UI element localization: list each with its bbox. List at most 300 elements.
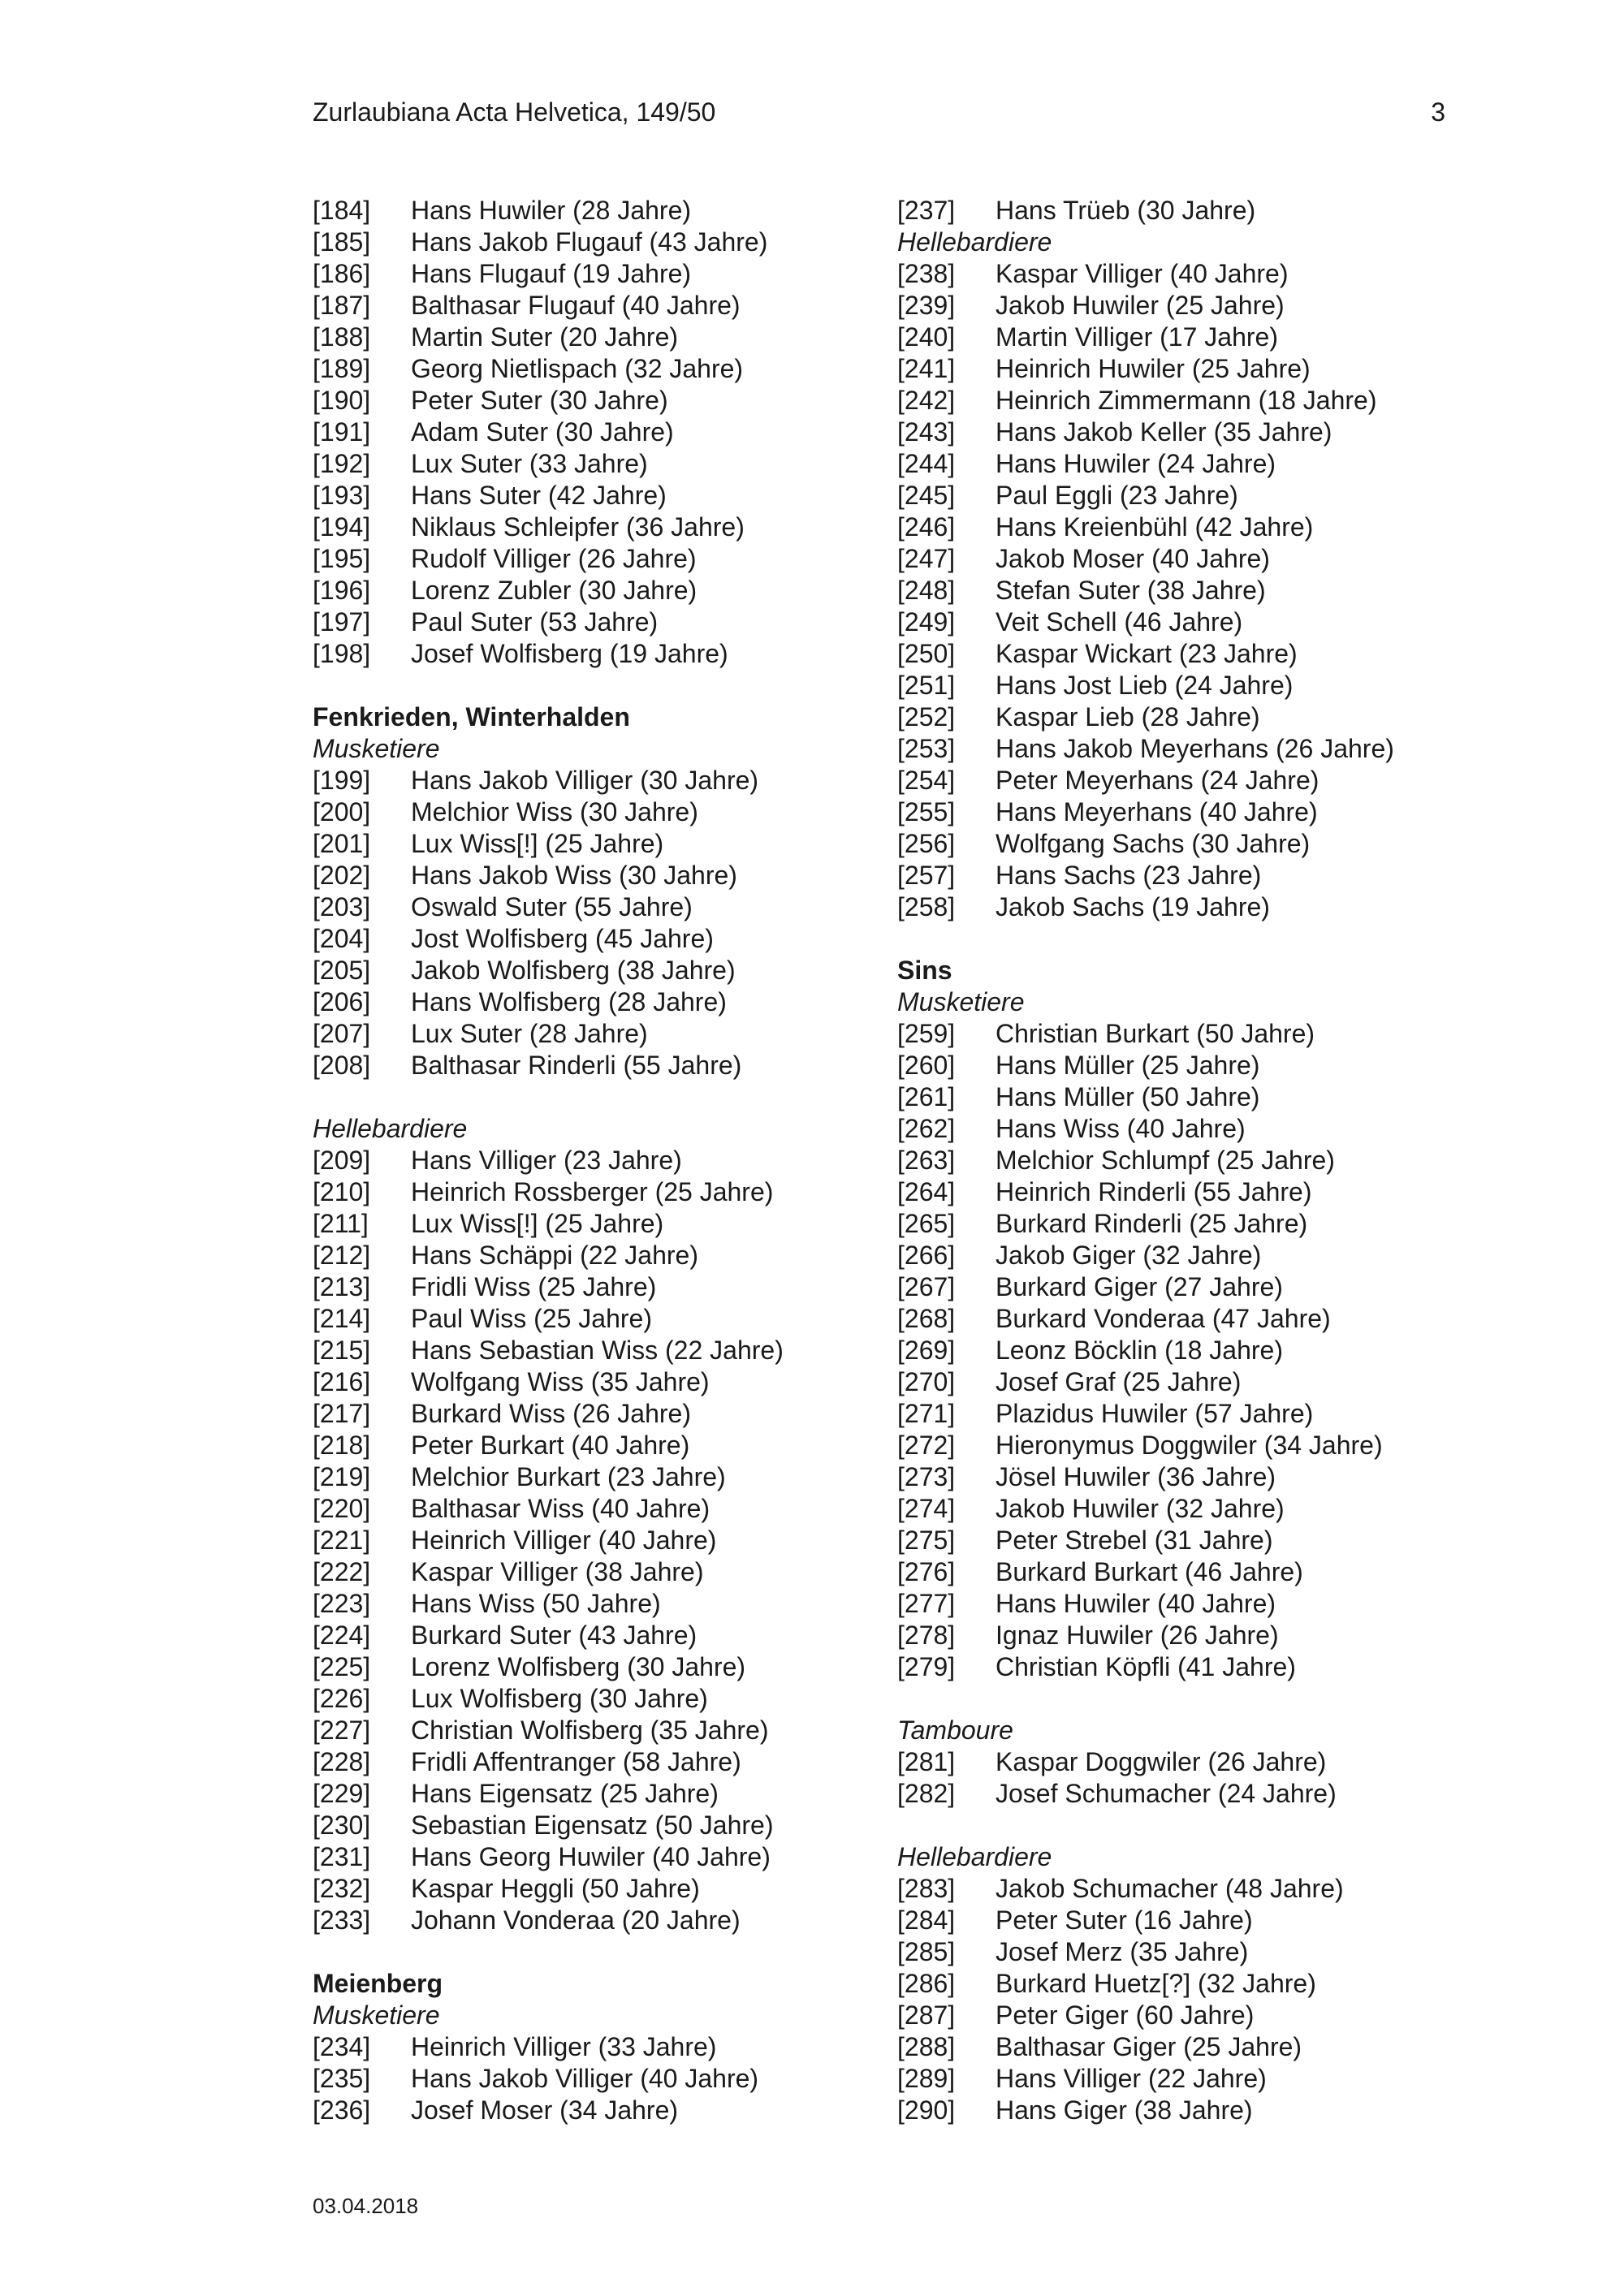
list-item <box>313 1873 849 1905</box>
entry-text: Martin Suter (20 Jahre) <box>411 322 679 352</box>
list-item <box>897 2063 1449 2095</box>
entry-number: [277] <box>897 1589 956 1618</box>
list-item <box>313 1620 849 1651</box>
entry-number: [207] <box>313 1019 371 1048</box>
entry-text: Peter Meyerhans (24 Jahre) <box>996 766 1320 795</box>
list-item <box>313 480 849 511</box>
entry-text: Lux Wiss[!] (25 Jahre) <box>411 1209 664 1238</box>
entry-number: [243] <box>897 417 956 447</box>
entry-text: Kaspar Heggli (50 Jahre) <box>411 1874 700 1903</box>
subsection-label: Hellebardiere <box>313 1114 468 1143</box>
entry-number: [232] <box>313 1874 371 1903</box>
entry-text: Hieronymus Doggwiler (34 Jahre) <box>996 1431 1383 1460</box>
entry-text: Paul Wiss (25 Jahre) <box>411 1304 652 1333</box>
entry-text: Josef Schumacher (24 Jahre) <box>996 1779 1337 1808</box>
entry-text: Stefan Suter (38 Jahre) <box>996 576 1266 605</box>
list-item <box>313 891 849 923</box>
list-item <box>313 1335 849 1366</box>
entry-number: [253] <box>897 734 956 763</box>
entry-number: [219] <box>313 1462 371 1491</box>
entry-text: Burkard Wiss (26 Jahre) <box>411 1399 691 1428</box>
entry-number: [196] <box>313 576 371 605</box>
entry-number: [259] <box>897 1019 956 1048</box>
entry-text: Hans Suter (42 Jahre) <box>411 481 667 510</box>
entry-text: Hans Huwiler (24 Jahre) <box>996 449 1276 478</box>
list-item <box>313 195 849 227</box>
entry-number: [258] <box>897 892 956 921</box>
entry-number: [262] <box>897 1114 956 1143</box>
list-item <box>313 1493 849 1525</box>
blank-line <box>897 923 1449 955</box>
entry-text: Ignaz Huwiler (26 Jahre) <box>996 1621 1279 1650</box>
entry-text: Josef Graf (25 Jahre) <box>996 1367 1242 1396</box>
entry-number: [242] <box>897 386 956 415</box>
entry-number: [256] <box>897 829 956 858</box>
entry-text: Georg Nietlispach (32 Jahre) <box>411 354 744 383</box>
entry-text: Burkard Huetz[?] (32 Jahre) <box>996 1969 1316 1998</box>
blank-line <box>897 1810 1449 1841</box>
entry-number: [261] <box>897 1082 956 1111</box>
list-item <box>313 860 849 891</box>
entry-text: Jakob Schumacher (48 Jahre) <box>996 1874 1344 1903</box>
entry-text: Hans Sachs (23 Jahre) <box>996 861 1262 890</box>
entry-text: Fridli Affentranger (58 Jahre) <box>411 1747 741 1776</box>
list-item <box>313 1778 849 1810</box>
list-item <box>897 1176 1449 1208</box>
entry-text: Hans Trüeb (30 Jahre) <box>996 196 1256 225</box>
entry-text: Hans Jakob Wiss (30 Jahre) <box>411 861 737 890</box>
entry-number: [231] <box>313 1842 371 1871</box>
list-item <box>313 1303 849 1335</box>
entry-text: Leonz Böcklin (18 Jahre) <box>996 1336 1283 1365</box>
list-item <box>313 1018 849 1050</box>
entry-number: [264] <box>897 1177 956 1206</box>
entry-text: Hans Kreienbühl (42 Jahre) <box>996 512 1314 542</box>
list-item <box>897 828 1449 860</box>
entry-number: [283] <box>897 1874 956 1903</box>
list-item <box>897 1936 1449 1968</box>
blank-line <box>313 670 849 701</box>
entry-number: [269] <box>897 1336 956 1365</box>
entry-number: [203] <box>313 892 371 921</box>
entry-text: Peter Suter (16 Jahre) <box>996 1905 1253 1935</box>
list-item <box>897 195 1449 227</box>
left-column <box>313 195 849 2126</box>
entry-text: Veit Schell (46 Jahre) <box>996 607 1243 637</box>
entry-text: Balthasar Giger (25 Jahre) <box>996 2032 1302 2061</box>
entry-number: [238] <box>897 259 956 288</box>
subsection-label: Musketiere <box>897 987 1025 1016</box>
list-item <box>897 1398 1449 1430</box>
list-item <box>313 1588 849 1620</box>
entry-text: Hans Jakob Keller (35 Jahre) <box>996 417 1332 447</box>
entry-text: Peter Suter (30 Jahre) <box>411 386 668 415</box>
entry-text: Hans Schäppi (22 Jahre) <box>411 1241 698 1270</box>
list-item <box>897 1905 1449 1936</box>
list-item <box>897 1145 1449 1176</box>
entry-number: [194] <box>313 512 371 542</box>
entry-text: Wolfgang Wiss (35 Jahre) <box>411 1367 710 1396</box>
entry-number: [285] <box>897 1937 956 1966</box>
entry-number: [192] <box>313 449 371 478</box>
entry-number: [245] <box>897 481 956 510</box>
entry-number: [287] <box>897 2000 956 2030</box>
entry-text: Lux Suter (33 Jahre) <box>411 449 648 478</box>
entry-text: Josef Moser (34 Jahre) <box>411 2095 679 2125</box>
subsection-label: Musketiere <box>313 2000 440 2030</box>
entry-number: [198] <box>313 639 371 668</box>
entry-text: Fridli Wiss (25 Jahre) <box>411 1272 657 1301</box>
list-item <box>313 986 849 1018</box>
entry-number: [191] <box>313 417 371 447</box>
list-item <box>897 765 1449 796</box>
list-item <box>313 543 849 575</box>
list-item <box>897 1113 1449 1145</box>
list-item <box>897 670 1449 701</box>
entry-number: [200] <box>313 797 371 826</box>
entry-text: Hans Jakob Flugauf (43 Jahre) <box>411 227 768 257</box>
entry-number: [263] <box>897 1146 956 1175</box>
list-item <box>313 511 849 543</box>
entry-number: [189] <box>313 354 371 383</box>
entry-text: Kaspar Villiger (40 Jahre) <box>996 259 1289 288</box>
entry-number: [226] <box>313 1684 371 1713</box>
list-item <box>897 1018 1449 1050</box>
list-item <box>897 290 1449 322</box>
entry-number: [254] <box>897 766 956 795</box>
entry-text: Kaspar Wickart (23 Jahre) <box>996 639 1298 668</box>
list-item <box>897 1493 1449 1525</box>
list-item <box>897 2000 1449 2031</box>
list-item <box>897 1335 1449 1366</box>
entry-number: [247] <box>897 544 956 573</box>
entry-number: [265] <box>897 1209 956 1238</box>
entry-number: [187] <box>313 291 371 320</box>
entry-text: Burkard Rinderli (25 Jahre) <box>996 1209 1308 1238</box>
entry-text: Peter Giger (60 Jahre) <box>996 2000 1255 2030</box>
list-item <box>313 353 849 385</box>
entry-text: Hans Wiss (50 Jahre) <box>411 1589 661 1618</box>
entry-text: Hans Huwiler (28 Jahre) <box>411 196 692 225</box>
entry-text: Burkard Giger (27 Jahre) <box>996 1272 1283 1301</box>
entry-number: [202] <box>313 861 371 890</box>
entry-text: Christian Burkart (50 Jahre) <box>996 1019 1315 1048</box>
entry-number: [241] <box>897 354 956 383</box>
entry-text: Peter Burkart (40 Jahre) <box>411 1431 690 1460</box>
entry-number: [205] <box>313 956 371 985</box>
entry-number: [206] <box>313 987 371 1016</box>
entry-text: Heinrich Villiger (40 Jahre) <box>411 1526 717 1555</box>
list-item <box>897 606 1449 638</box>
list-item <box>313 923 849 955</box>
entry-number: [221] <box>313 1526 371 1555</box>
list-item <box>313 2095 849 2126</box>
list-item <box>897 1968 1449 2000</box>
entry-text: Josef Merz (35 Jahre) <box>996 1937 1249 1966</box>
entry-number: [244] <box>897 449 956 478</box>
entry-number: [251] <box>897 671 956 700</box>
list-item <box>897 416 1449 448</box>
entry-text: Kaspar Lieb (28 Jahre) <box>996 702 1260 732</box>
entry-text: Adam Suter (30 Jahre) <box>411 417 674 447</box>
entry-text: Hans Eigensatz (25 Jahre) <box>411 1779 719 1808</box>
list-item <box>313 1715 849 1746</box>
entry-number: [246] <box>897 512 956 542</box>
list-item <box>897 1778 1449 1810</box>
entry-text: Melchior Burkart (23 Jahre) <box>411 1462 726 1491</box>
entry-text: Rudolf Villiger (26 Jahre) <box>411 544 697 573</box>
entry-number: [208] <box>313 1051 371 1080</box>
entry-text: Hans Jost Lieb (24 Jahre) <box>996 671 1294 700</box>
entry-text: Hans Sebastian Wiss (22 Jahre) <box>411 1336 784 1365</box>
list-item <box>313 1398 849 1430</box>
entry-number: [233] <box>313 1905 371 1935</box>
entry-number: [252] <box>897 702 956 732</box>
list-item <box>897 1240 1449 1271</box>
entry-text: Burkard Suter (43 Jahre) <box>411 1621 698 1650</box>
list-item <box>897 733 1449 765</box>
entry-number: [224] <box>313 1621 371 1650</box>
entry-number: [268] <box>897 1304 956 1333</box>
entry-number: [223] <box>313 1589 371 1618</box>
entry-number: [290] <box>897 2095 956 2125</box>
entry-number: [239] <box>897 291 956 320</box>
entry-text: Heinrich Rinderli (55 Jahre) <box>996 1177 1312 1206</box>
entry-number: [190] <box>313 386 371 415</box>
entry-text: Paul Suter (53 Jahre) <box>411 607 659 637</box>
list-item <box>313 322 849 353</box>
entry-text: Lux Suter (28 Jahre) <box>411 1019 648 1048</box>
list-item <box>897 1366 1449 1398</box>
blank-line <box>897 1683 1449 1715</box>
entry-number: [217] <box>313 1399 371 1428</box>
entry-number: [266] <box>897 1241 956 1270</box>
list-item <box>313 575 849 606</box>
entry-number: [249] <box>897 607 956 637</box>
entry-number: [271] <box>897 1399 956 1428</box>
list-item <box>897 1050 1449 1081</box>
list-item <box>313 1746 849 1778</box>
entry-number: [220] <box>313 1494 371 1523</box>
entry-number: [273] <box>897 1462 956 1491</box>
list-item <box>897 1525 1449 1556</box>
list-item <box>313 1905 849 1936</box>
entry-text: Niklaus Schleipfer (36 Jahre) <box>411 512 745 542</box>
list-item <box>897 2095 1449 2126</box>
list-item <box>313 828 849 860</box>
entry-text: Lux Wolfisberg (30 Jahre) <box>411 1684 708 1713</box>
entry-text: Kaspar Doggwiler (26 Jahre) <box>996 1747 1327 1776</box>
list-item <box>897 480 1449 511</box>
entry-number: [267] <box>897 1272 956 1301</box>
entry-text: Hans Villiger (22 Jahre) <box>996 2064 1267 2093</box>
list-item <box>897 701 1449 733</box>
entry-text: Christian Wolfisberg (35 Jahre) <box>411 1716 769 1745</box>
list-item <box>313 1810 849 1841</box>
entry-text: Melchior Schlumpf (25 Jahre) <box>996 1146 1335 1175</box>
list-item <box>313 227 849 258</box>
list-item <box>897 1556 1449 1588</box>
list-item <box>313 385 849 416</box>
list-item <box>897 891 1449 923</box>
entry-text: Wolfgang Sachs (30 Jahre) <box>996 829 1311 858</box>
entry-text: Lorenz Wolfisberg (30 Jahre) <box>411 1652 746 1681</box>
entry-number: [213] <box>313 1272 371 1301</box>
entry-text: Hans Jakob Villiger (40 Jahre) <box>411 2064 759 2093</box>
subsection-label: Tamboure <box>897 1716 1013 1745</box>
list-item <box>897 1081 1449 1113</box>
entry-number: [228] <box>313 1747 371 1776</box>
entry-text: Heinrich Zimmermann (18 Jahre) <box>996 386 1377 415</box>
list-item <box>313 1176 849 1208</box>
list-item <box>313 2031 849 2063</box>
entry-number: [199] <box>313 766 371 795</box>
entry-number: [227] <box>313 1716 371 1745</box>
list-item <box>313 765 849 796</box>
entry-number: [270] <box>897 1367 956 1396</box>
entry-text: Hans Wolfisberg (28 Jahre) <box>411 987 727 1016</box>
page-number: 3 <box>1431 97 1445 127</box>
entry-number: [255] <box>897 797 956 826</box>
entry-text: Balthasar Rinderli (55 Jahre) <box>411 1051 742 1080</box>
entry-number: [229] <box>313 1779 371 1808</box>
entry-text: Jakob Sachs (19 Jahre) <box>996 892 1270 921</box>
entry-number: [289] <box>897 2064 956 2093</box>
list-item <box>897 796 1449 828</box>
subsection-label: Hellebardiere <box>897 1842 1052 1871</box>
entry-number: [185] <box>313 227 371 257</box>
entry-text: Balthasar Wiss (40 Jahre) <box>411 1494 710 1523</box>
entry-text: Oswald Suter (55 Jahre) <box>411 892 693 921</box>
list-item <box>313 416 849 448</box>
blank-line <box>313 1081 849 1113</box>
entry-number: [250] <box>897 639 956 668</box>
entry-number: [260] <box>897 1051 956 1080</box>
entry-number: [257] <box>897 861 956 890</box>
footer-date: 03.04.2018 <box>313 2194 419 2218</box>
list-item <box>897 511 1449 543</box>
entry-number: [275] <box>897 1526 956 1555</box>
entry-number: [195] <box>313 544 371 573</box>
entry-text: Burkard Burkart (46 Jahre) <box>996 1557 1303 1586</box>
entry-text: Peter Strebel (31 Jahre) <box>996 1526 1273 1555</box>
list-item <box>313 1651 849 1683</box>
list-item <box>897 543 1449 575</box>
list-item <box>313 638 849 670</box>
list-item <box>897 448 1449 480</box>
entry-text: Sebastian Eigensatz (50 Jahre) <box>411 1810 774 1840</box>
list-item <box>313 1556 849 1588</box>
entry-number: [272] <box>897 1431 956 1460</box>
entry-number: [214] <box>313 1304 371 1333</box>
list-item <box>313 1271 849 1303</box>
entry-number: [222] <box>313 1557 371 1586</box>
entry-number: [282] <box>897 1779 956 1808</box>
entry-number: [209] <box>313 1146 371 1175</box>
entry-text: Hans Müller (25 Jahre) <box>996 1051 1260 1080</box>
list-item <box>897 385 1449 416</box>
entry-number: [186] <box>313 259 371 288</box>
list-item <box>897 1430 1449 1461</box>
entry-number: [276] <box>897 1557 956 1586</box>
entry-number: [193] <box>313 481 371 510</box>
section-heading: Meienberg <box>313 1969 443 1998</box>
list-item <box>897 322 1449 353</box>
entry-text: Johann Vonderaa (20 Jahre) <box>411 1905 741 1935</box>
entry-number: [248] <box>897 576 956 605</box>
entry-text: Hans Wiss (40 Jahre) <box>996 1114 1246 1143</box>
entry-number: [204] <box>313 924 371 953</box>
entry-text: Plazidus Huwiler (57 Jahre) <box>996 1399 1314 1428</box>
list-item <box>897 638 1449 670</box>
blank-line <box>313 1936 849 1968</box>
list-item <box>897 1303 1449 1335</box>
entry-number: [215] <box>313 1336 371 1365</box>
entry-number: [197] <box>313 607 371 637</box>
entry-number: [278] <box>897 1621 956 1650</box>
list-item <box>897 1461 1449 1493</box>
entry-text: Hans Huwiler (40 Jahre) <box>996 1589 1276 1618</box>
list-item <box>313 606 849 638</box>
entry-number: [288] <box>897 2032 956 2061</box>
entry-text: Jakob Huwiler (32 Jahre) <box>996 1494 1285 1523</box>
list-item <box>313 796 849 828</box>
entry-text: Heinrich Villiger (33 Jahre) <box>411 2032 717 2061</box>
entry-text: Jakob Giger (32 Jahre) <box>996 1241 1262 1270</box>
entry-number: [235] <box>313 2064 371 2093</box>
entry-text: Kaspar Villiger (38 Jahre) <box>411 1557 704 1586</box>
list-item <box>313 1240 849 1271</box>
entry-number: [240] <box>897 322 956 352</box>
entry-text: Hans Müller (50 Jahre) <box>996 1082 1260 1111</box>
entry-number: [279] <box>897 1652 956 1681</box>
entry-text: Hans Jakob Villiger (30 Jahre) <box>411 766 759 795</box>
right-column <box>897 195 1449 2126</box>
entry-text: Hans Villiger (23 Jahre) <box>411 1146 682 1175</box>
entry-text: Jakob Wolfisberg (38 Jahre) <box>411 956 736 985</box>
list-item <box>313 2063 849 2095</box>
list-item <box>897 258 1449 290</box>
list-item <box>897 1746 1449 1778</box>
entry-number: [218] <box>313 1431 371 1460</box>
entry-number: [188] <box>313 322 371 352</box>
list-item <box>313 258 849 290</box>
entry-text: Balthasar Flugauf (40 Jahre) <box>411 291 741 320</box>
subsection-label: Musketiere <box>313 734 440 763</box>
entry-text: Jakob Huwiler (25 Jahre) <box>996 291 1285 320</box>
list-item <box>897 1873 1449 1905</box>
list-item <box>313 290 849 322</box>
list-item <box>313 1145 849 1176</box>
list-item <box>897 1620 1449 1651</box>
entry-text: Jost Wolfisberg (45 Jahre) <box>411 924 714 953</box>
list-item <box>313 1430 849 1461</box>
entry-number: [201] <box>313 829 371 858</box>
entry-number: [225] <box>313 1652 371 1681</box>
entry-number: [184] <box>313 196 371 225</box>
list-item <box>897 1271 1449 1303</box>
entry-text: Heinrich Rossberger (25 Jahre) <box>411 1177 774 1206</box>
entry-text: Christian Köpfli (41 Jahre) <box>996 1652 1296 1681</box>
entry-number: [237] <box>897 196 956 225</box>
list-item <box>313 1461 849 1493</box>
list-item <box>897 2031 1449 2063</box>
entry-text: Hans Jakob Meyerhans (26 Jahre) <box>996 734 1394 763</box>
entry-text: Heinrich Huwiler (25 Jahre) <box>996 354 1311 383</box>
entry-text: Jakob Moser (40 Jahre) <box>996 544 1270 573</box>
section-heading: Fenkrieden, Winterhalden <box>313 702 630 732</box>
entry-text: Hans Flugauf (19 Jahre) <box>411 259 692 288</box>
